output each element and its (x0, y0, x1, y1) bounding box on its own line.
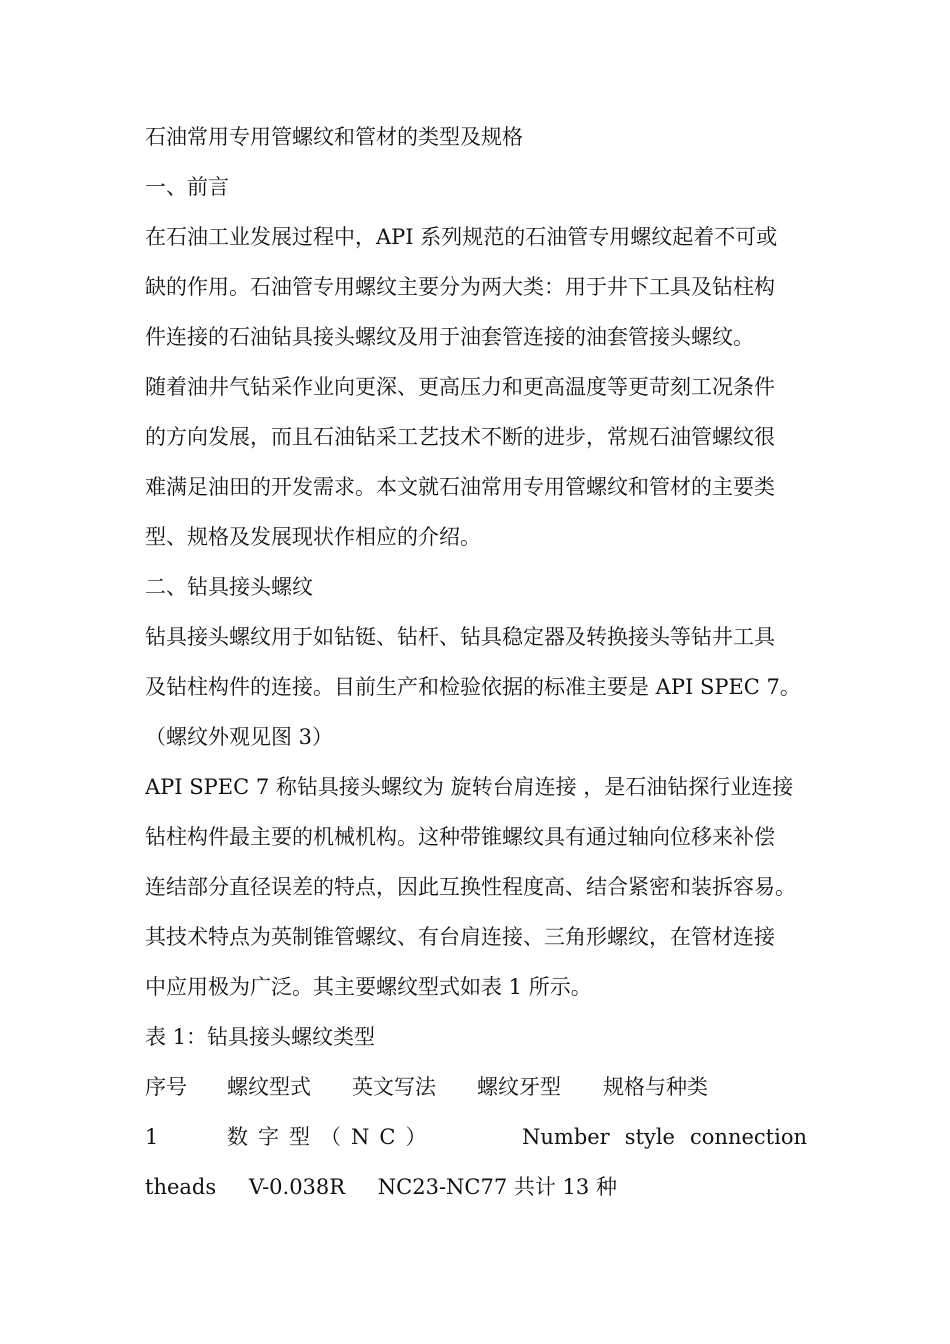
table-cell-english-tail: theads (145, 1175, 217, 1199)
paragraph-line: API SPEC 7 称钻具接头螺纹为 旋转台肩连接 ，是石油钻探行业连接 (145, 775, 794, 799)
paragraph-line: 的方向发展，而且石油钻采工艺技术不断的进步，常规石油管螺纹很 (145, 425, 775, 449)
section-heading-drill-joint: 二、钻具接头螺纹 (145, 575, 313, 599)
paragraph-line: 随着油井气钻采作业向更深、更高压力和更高温度等更苛刻工况条件 (145, 375, 775, 399)
table-row-continuation (145, 1162, 807, 1212)
section-heading-preface: 一、前言 (145, 175, 229, 199)
table-caption: 表 1：钻具接头螺纹类型 (145, 1025, 376, 1049)
english-word: style (624, 1125, 675, 1149)
paragraph-line: 及钻柱构件的连接。目前生产和检验依据的标准主要是 API SPEC 7。 (145, 675, 801, 699)
table-header-cell: 规格与种类 (603, 1075, 708, 1099)
doc-title: 石油常用专用管螺纹和管材的类型及规格 (145, 125, 523, 149)
paragraph-line: （螺纹外观见图 3） (145, 725, 334, 749)
table-header-row (145, 1062, 807, 1112)
paragraph-line: 连结部分直径误差的特点，因此互换性程度高、结合紧密和装拆容易。 (145, 875, 796, 899)
paragraph-line: 其技术特点为英制锥管螺纹、有台肩连接、三角形螺纹，在管材连接 (145, 925, 775, 949)
document-page (145, 112, 807, 1212)
paragraph-line: 件连接的石油钻具接头螺纹及用于油套管连接的油套管接头螺纹。 (145, 325, 754, 349)
table-header-cell: 螺纹牙型 (477, 1075, 561, 1099)
table-cell-number: 1 (145, 1125, 159, 1149)
table-row (145, 1112, 807, 1162)
paragraph-line: 中应用极为广泛。其主要螺纹型式如表 1 所示。 (145, 975, 592, 999)
table-header-cell: 英文写法 (352, 1075, 436, 1099)
paragraph-line: 型、规格及发展现状作相应的介绍。 (145, 525, 481, 549)
table-cell-thread-profile: V-0.038R (248, 1175, 346, 1199)
paragraph-line: 在石油工业发展过程中，API 系列规范的石油管专用螺纹起着不可或 (145, 225, 778, 249)
paragraph-line: 缺的作用。石油管专用螺纹主要分为两大类：用于井下工具及钻柱构 (145, 275, 775, 299)
table-header-cell: 序号 (145, 1075, 187, 1099)
table-header-cell: 螺纹型式 (227, 1075, 311, 1099)
paragraph-line: 难满足油田的开发需求。本文就石油常用专用管螺纹和管材的主要类 (145, 475, 775, 499)
english-word: Number (522, 1125, 610, 1149)
paragraph-line: 钻具接头螺纹用于如钻铤、钻杆、钻具稳定器及转换接头等钻井工具 (145, 625, 775, 649)
table-cell-english-name (437, 1112, 807, 1162)
table-cell-thread-style: 数字型（NC） (227, 1125, 437, 1149)
english-word: connection (690, 1125, 807, 1149)
paragraph-line: 钻柱构件最主要的机械机构。这种带锥螺纹具有通过轴向位移来补偿 (145, 825, 775, 849)
table-cell-spec: NC23-NC77 共计 13 种 (377, 1175, 617, 1199)
